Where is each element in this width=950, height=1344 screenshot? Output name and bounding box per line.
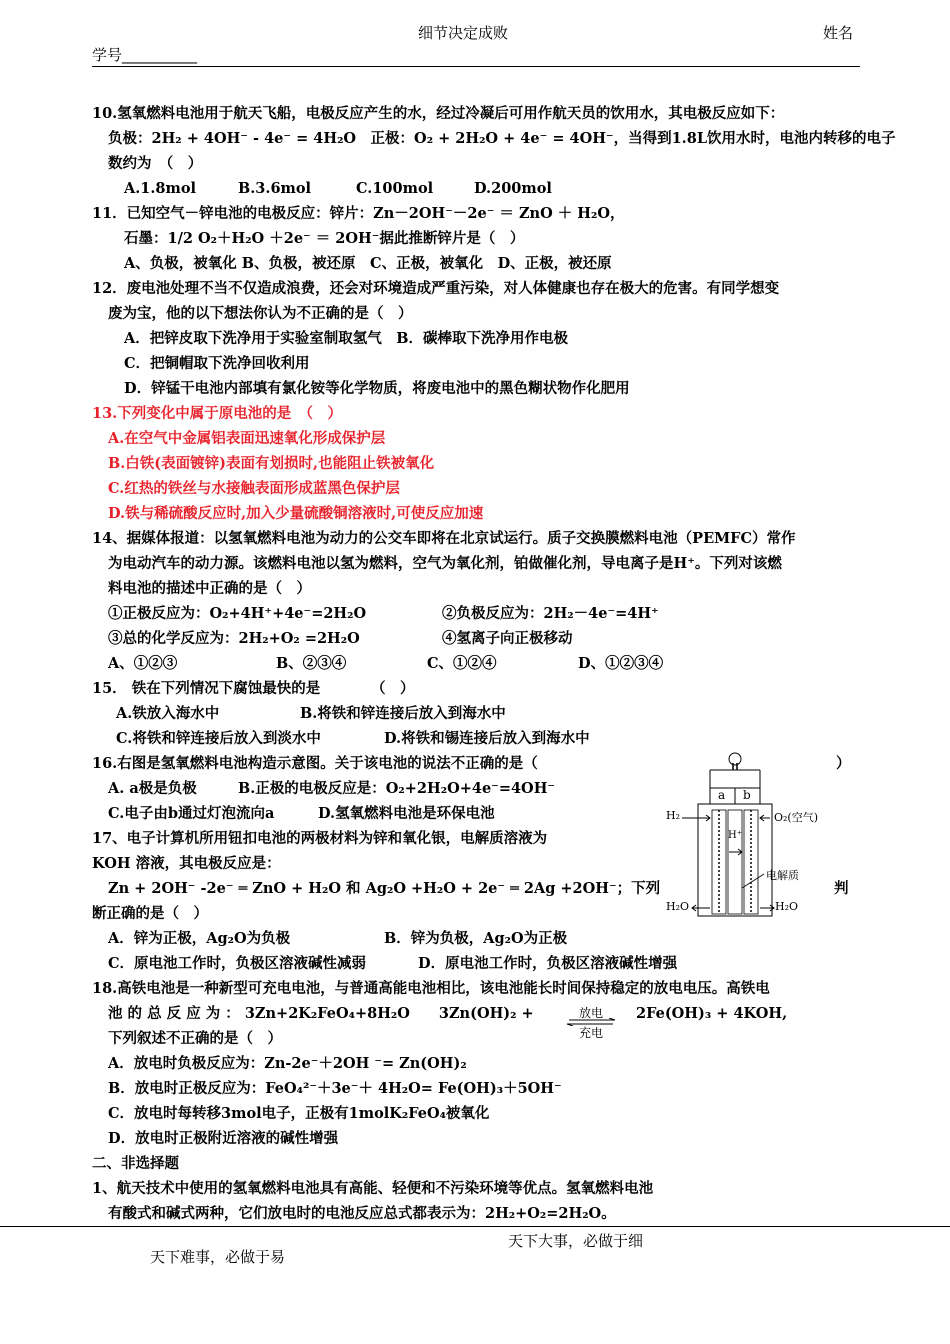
q16-stem: 16.右图是氢氧燃料电池构造示意图。关于该电池的说法不正确的是（ [92, 755, 538, 772]
q12-stem-1: 12．废电池处理不当不仅造成浪费，还会对环境造成严重污染，对人体健康也存在极大的危害。有同学想变 [92, 280, 780, 297]
q18-stem-1: 18.高铁电池是一种新型可充电电池，与普通高能电池相比，该电池能长时间保持稳定的放电电压。高铁电 [92, 980, 770, 997]
q13-stem: 13.下列变化中属于原电池的是 （ ） [92, 405, 342, 422]
q18-option-a: A．放电时负极反应为：Zn-2e⁻＋2OH ⁻= Zn(OH)₂ [108, 1055, 467, 1072]
q13-option-c: C.红热的铁丝与水接触表面形成蓝黑色保护层 [108, 480, 400, 497]
q14-statement-1: ①正极反应为：O₂+4H⁺+4e⁻=2H₂O [108, 605, 367, 622]
q18-option-c: C．放电时每转移3mol电子，正极有1molK₂FeO₄被氧化 [108, 1105, 490, 1122]
q13-option-a: A.在空气中金属铝表面迅速氧化形成保护层 [108, 430, 386, 447]
q14-option-a: A、①②③ [108, 655, 178, 672]
section-2-title: 二、非选择题 [92, 1155, 179, 1172]
fuel-cell-drawing [662, 748, 832, 920]
q14-statements-34 [92, 626, 862, 651]
q10-option-a: A.1.8mol [124, 180, 197, 197]
q14-options [92, 651, 862, 676]
q17-stem-2: KOH 溶液，其电极反应是： [92, 855, 281, 872]
footer-right-motto: 天下大事，必做于细 [508, 1232, 644, 1250]
q11-options: A、负极，被氧化 B、负极，被还原 C、正极，被氧化 D、正极，被还原 [124, 255, 612, 272]
o2-inlet-label: O₂(空气) [774, 811, 819, 824]
q10-option-d: D.200mol [474, 180, 552, 197]
q15-option-b: B.将铁和锌连接后放入到海水中 [300, 705, 506, 722]
footer-left-motto: 天下难事，必做于易 [150, 1248, 286, 1266]
q18-stem-2-line [92, 1001, 862, 1026]
q15-option-c: C.将铁和锌连接后放入到淡水中 [116, 730, 321, 747]
student-id-label: 学号 [92, 46, 123, 64]
q14-option-b: B、②③④ [276, 655, 347, 672]
h2-inlet-label: H₂ [666, 809, 681, 822]
q14-stem-3: 料电池的描述中正确的是（ ） [108, 580, 311, 597]
fuel-cell-diagram [662, 748, 832, 920]
header-title: 细节决定成败 [418, 24, 509, 42]
q18-option-d: D．放电时正极附近溶液的碱性增强 [108, 1130, 339, 1147]
h2o-outlet-right-label: H₂O [775, 900, 799, 913]
q16-option-c: C.电子由b通过灯泡流向a [108, 805, 275, 822]
q14-statement-4: ④氢离子向正极移动 [442, 630, 573, 647]
q15-option-d: D.将铁和锡连接后放入到海水中 [384, 730, 590, 747]
section-2-q1-line-1: 1、航天技术中使用的氢氧燃料电池具有高能、轻便和不污染环境等优点。氢氧燃料电池 [92, 1180, 654, 1197]
electrode-a-label: a [718, 788, 726, 802]
q10-option-c: C.100mol [356, 180, 434, 197]
h2o-outlet-left-label: H₂O [666, 900, 690, 913]
q17-option-a: A．锌为正极，Ag₂O为负极 [108, 930, 291, 947]
q17-options-ab [92, 926, 862, 951]
q18-stem-3: 下列叙述不正确的是（ ） [108, 1030, 282, 1047]
q17-stem-1: 17、电子计算机所用钮扣电池的两极材料为锌和氧化银，电解质溶液为 [92, 830, 548, 847]
q10-stem-1: 10.氢氧燃料电池用于航天飞船，电极反应产生的水，经过冷凝后可用作航天员的饮用水，其电极反应如下： [92, 105, 785, 122]
q17-stem-3: Zn + 2OH⁻ -2e⁻ ═ ZnO + H₂O 和 Ag₂O +H₂O + 2e⁻ ═ 2Ag +2OH⁻；下列 [108, 880, 661, 897]
footer-rule [0, 1226, 950, 1227]
q12-option-d: D．锌锰干电池内部填有氯化铵等化学物质，将废电池中的黑色糊状物作化肥用 [124, 380, 630, 397]
hplus-label: H⁺ [728, 830, 742, 841]
question-sheet [92, 101, 896, 1226]
q14-statement-3: ③总的化学反应为：2H₂+O₂ =2H₂O [108, 630, 360, 647]
q12-stem-2: 废为宝，他的以下想法你认为不正确的是（ ） [108, 305, 413, 322]
q17-option-c: C．原电池工作时，负极区溶液碱性减弱 [108, 955, 367, 972]
q18-option-b: B．放电时正极反应为：FeO₄²⁻＋3e⁻＋ 4H₂O= Fe(OH)₃＋5OH⁻ [108, 1080, 562, 1097]
section-2-q1-line-2: 有酸式和碱式两种，它们放电时的电池反应总式都表示为：2H₂+O₂=2H₂O。 [108, 1205, 616, 1222]
q12-option-c: C．把铜帽取下洗净回收利用 [124, 355, 310, 372]
q16-option-a: A. a极是负极 [108, 780, 197, 797]
q14-statement-2: ②负极反应为：2H₂－4e⁻=4H⁺ [442, 605, 659, 622]
q17-options-cd [92, 951, 862, 976]
electrolyte-label: 电解质 [766, 869, 799, 882]
q17-stem-4: 断正确的是（ ） [92, 905, 208, 922]
q12-options-ab: A．把锌皮取下洗净用于实验室制取氢气 B．碳棒取下洗净用作电极 [124, 330, 569, 347]
q17-option-b: B．锌为负极，Ag₂O为正极 [384, 930, 568, 947]
reversible-arrow [565, 1004, 617, 1038]
q14-stem-1: 14、据媒体报道：以氢氧燃料电池为动力的公交车即将在北京试运行。质子交换膜燃料电池（PEMFC）常作 [92, 530, 796, 547]
q18-stem-2b: 2Fe(OH)₃ + 4KOH, [636, 1005, 788, 1022]
q17-stem-3-end: 判 [834, 880, 849, 897]
q10-options [92, 176, 862, 201]
q14-statements-12 [92, 601, 862, 626]
q17-option-d: D．原电池工作时，负极区溶液碱性增强 [418, 955, 678, 972]
q15-option-a: A.铁放入海水中 [116, 705, 220, 722]
q11-stem-1: 11．已知空气－锌电池的电极反应：锌片：Zn－2OH⁻－2e⁻ ＝ ZnO ＋ H₂O， [92, 205, 625, 222]
q16-close-paren: ） [836, 755, 851, 772]
q10-stem-2: 负极：2H₂ + 4OH⁻ - 4e⁻ = 4H₂O 正极：O₂ + 2H₂O + 4e⁻ = 4OH⁻，当得到1.8L饮用水时，电池内转移的电子 [108, 130, 896, 147]
student-id [92, 44, 197, 65]
q16-option-b: B.正极的电极反应是：O₂+2H₂O+4e⁻=4OH⁻ [238, 780, 556, 797]
q14-stem-2: 为电动汽车的动力源。该燃料电池以氢为燃料，空气为氧化剂，铂做催化剂，导电离子是H⁺。下列对该燃 [108, 555, 782, 572]
q15-options-ab [92, 701, 862, 726]
q15-stem: 15． 铁在下列情况下腐蚀最快的是 （ ） [92, 680, 415, 697]
arrow-label-charge: 充电 [578, 1026, 603, 1040]
q13-option-d: D.铁与稀硫酸反应时,加入少量硫酸铜溶液时,可使反应加速 [108, 505, 484, 522]
q16-option-d: D.氢氧燃料电池是环保电池 [318, 805, 495, 822]
q14-option-d: D、①②③④ [578, 655, 664, 672]
arrow-label-discharge: 放电 [578, 1006, 603, 1020]
q10-option-b: B.3.6mol [238, 180, 312, 197]
q10-stem-3: 数约为 （ ） [108, 155, 203, 172]
q18-stem-2a: 池 的 总 反 应 为 ： 3Zn+2K₂FeO₄+8H₂O 3Zn(OH)₂ + [108, 1005, 534, 1022]
electrode-b-label: b [743, 788, 751, 802]
student-id-blank: __________ [122, 46, 198, 64]
q13-option-b: B.白铁(表面镀锌)表面有划损时,也能阻止铁被氧化 [108, 455, 435, 472]
name-label: 姓名 [823, 24, 854, 42]
q14-option-c: C、①②④ [427, 655, 497, 672]
header-rule [92, 66, 860, 67]
q11-stem-2: 石墨：1/2 O₂＋H₂O ＋2e⁻ ＝ 2OH⁻据此推断锌片是（ ） [124, 230, 525, 247]
